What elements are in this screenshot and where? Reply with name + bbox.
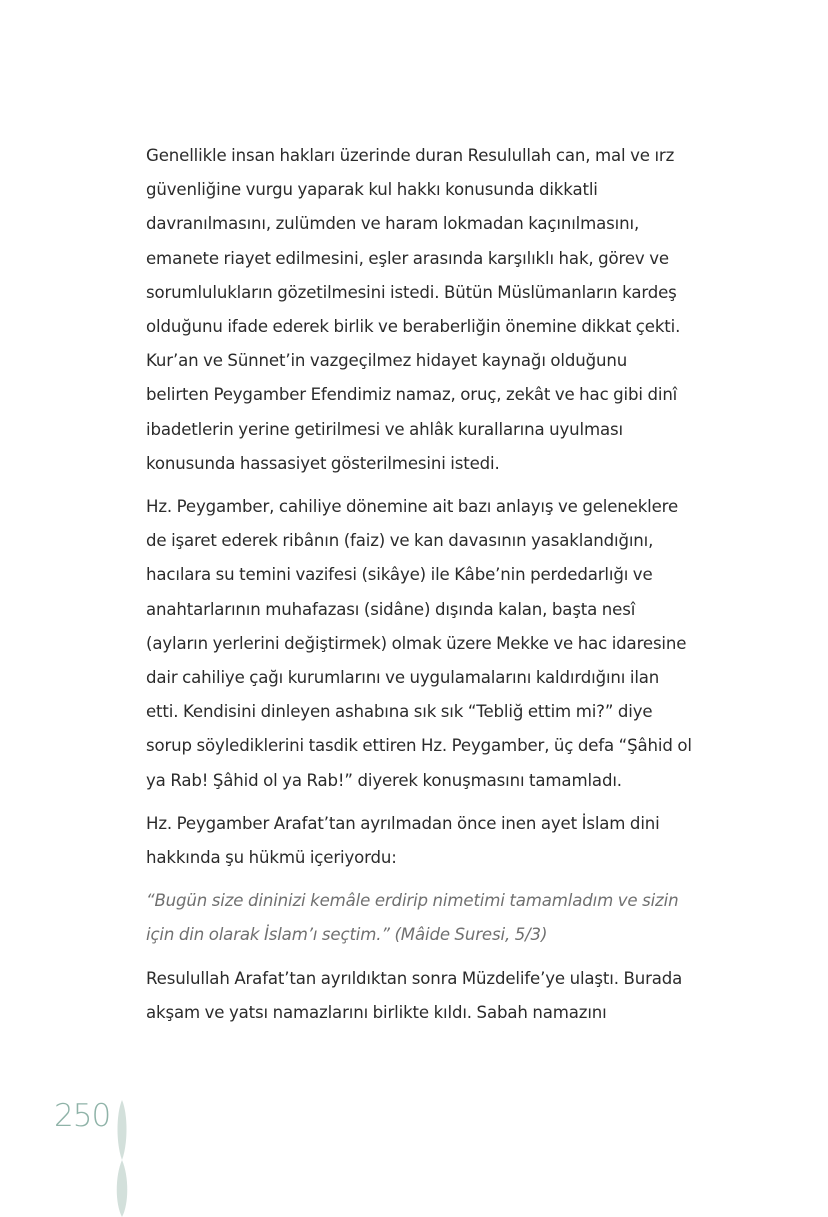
paragraph-human-rights: Genellikle insan hakları üzerinde duran Resulullah can, mal ve ırz güvenliğine vurgu yaparak kul hakkı konusunda dikkatli davranılmasını, zulümden ve haram lokmadan kaçınılmasını, emanete riayet edilmesini, eşler arasında karşılıklı hak, görev ve sorumlulukların gözetilmesini istedi. Bütün Müslümanların kardeş olduğunu ifade ederek birlik ve beraberliğin önemine dikkat çekti. Kur’an ve Sünnet’in vazgeçilmez hidayet kaynağı olduğunu belirten Peygamber Efendimiz namaz, oruç, zekât ve hac gibi dinî ibadetlerin yerine getirilmesi ve ahlâk kurallarına uyulması konusunda hassasiyet gösterilmesini istedi. bbox=[146, 146, 681, 473]
page-ornament-icon bbox=[111, 1100, 133, 1217]
page-number: 250 bbox=[54, 1098, 111, 1134]
body-text bbox=[146, 139, 694, 1039]
paragraph-muzdelife: Resulullah Arafat’tan ayrıldıktan sonra Müzdelife’ye ulaştı. Burada akşam ve yatsı namazlarını birlikte kıldı. Sabah namazını bbox=[146, 968, 683, 1022]
quote-maide: “Bugün size dininizi kemâle erdirip nimetimi tamamladım ve sizin için din olarak İslam’ı seçtim.” (Mâide Suresi, 5/3) bbox=[146, 891, 679, 945]
paragraph-arafat-ayet: Hz. Peygamber Arafat’tan ayrılmadan önce inen ayet İslam dini hakkında şu hükmü içeriyordu: bbox=[146, 813, 660, 868]
paragraph-cahiliye: Hz. Peygamber, cahiliye dönemine ait bazı anlayış ve geleneklere de işaret ederek ribânın (faiz) ve kan davasının yasaklandığını, hacılara su temini vazifesi (sikâye) ile Kâbe’nin perdedarlığı ve anahtarlarının muhafazası (sidâne) dışında kalan, başta nesî (ayların yerlerini değiştirmek) olmak üzere Mekke ve hac idaresine dair cahiliye çağı kurumlarını ve uygulamalarını kaldırdığını ilan etti. Kendisini dinleyen ashabına sık sık “Tebliğ ettim mi?” diye sorup söylediklerini tasdik ettiren Hz. Peygamber, üç defa “Şâhid ol ya Rab! Şâhid ol ya Rab!” diyerek konuşmasını tamamladı. bbox=[146, 497, 692, 790]
